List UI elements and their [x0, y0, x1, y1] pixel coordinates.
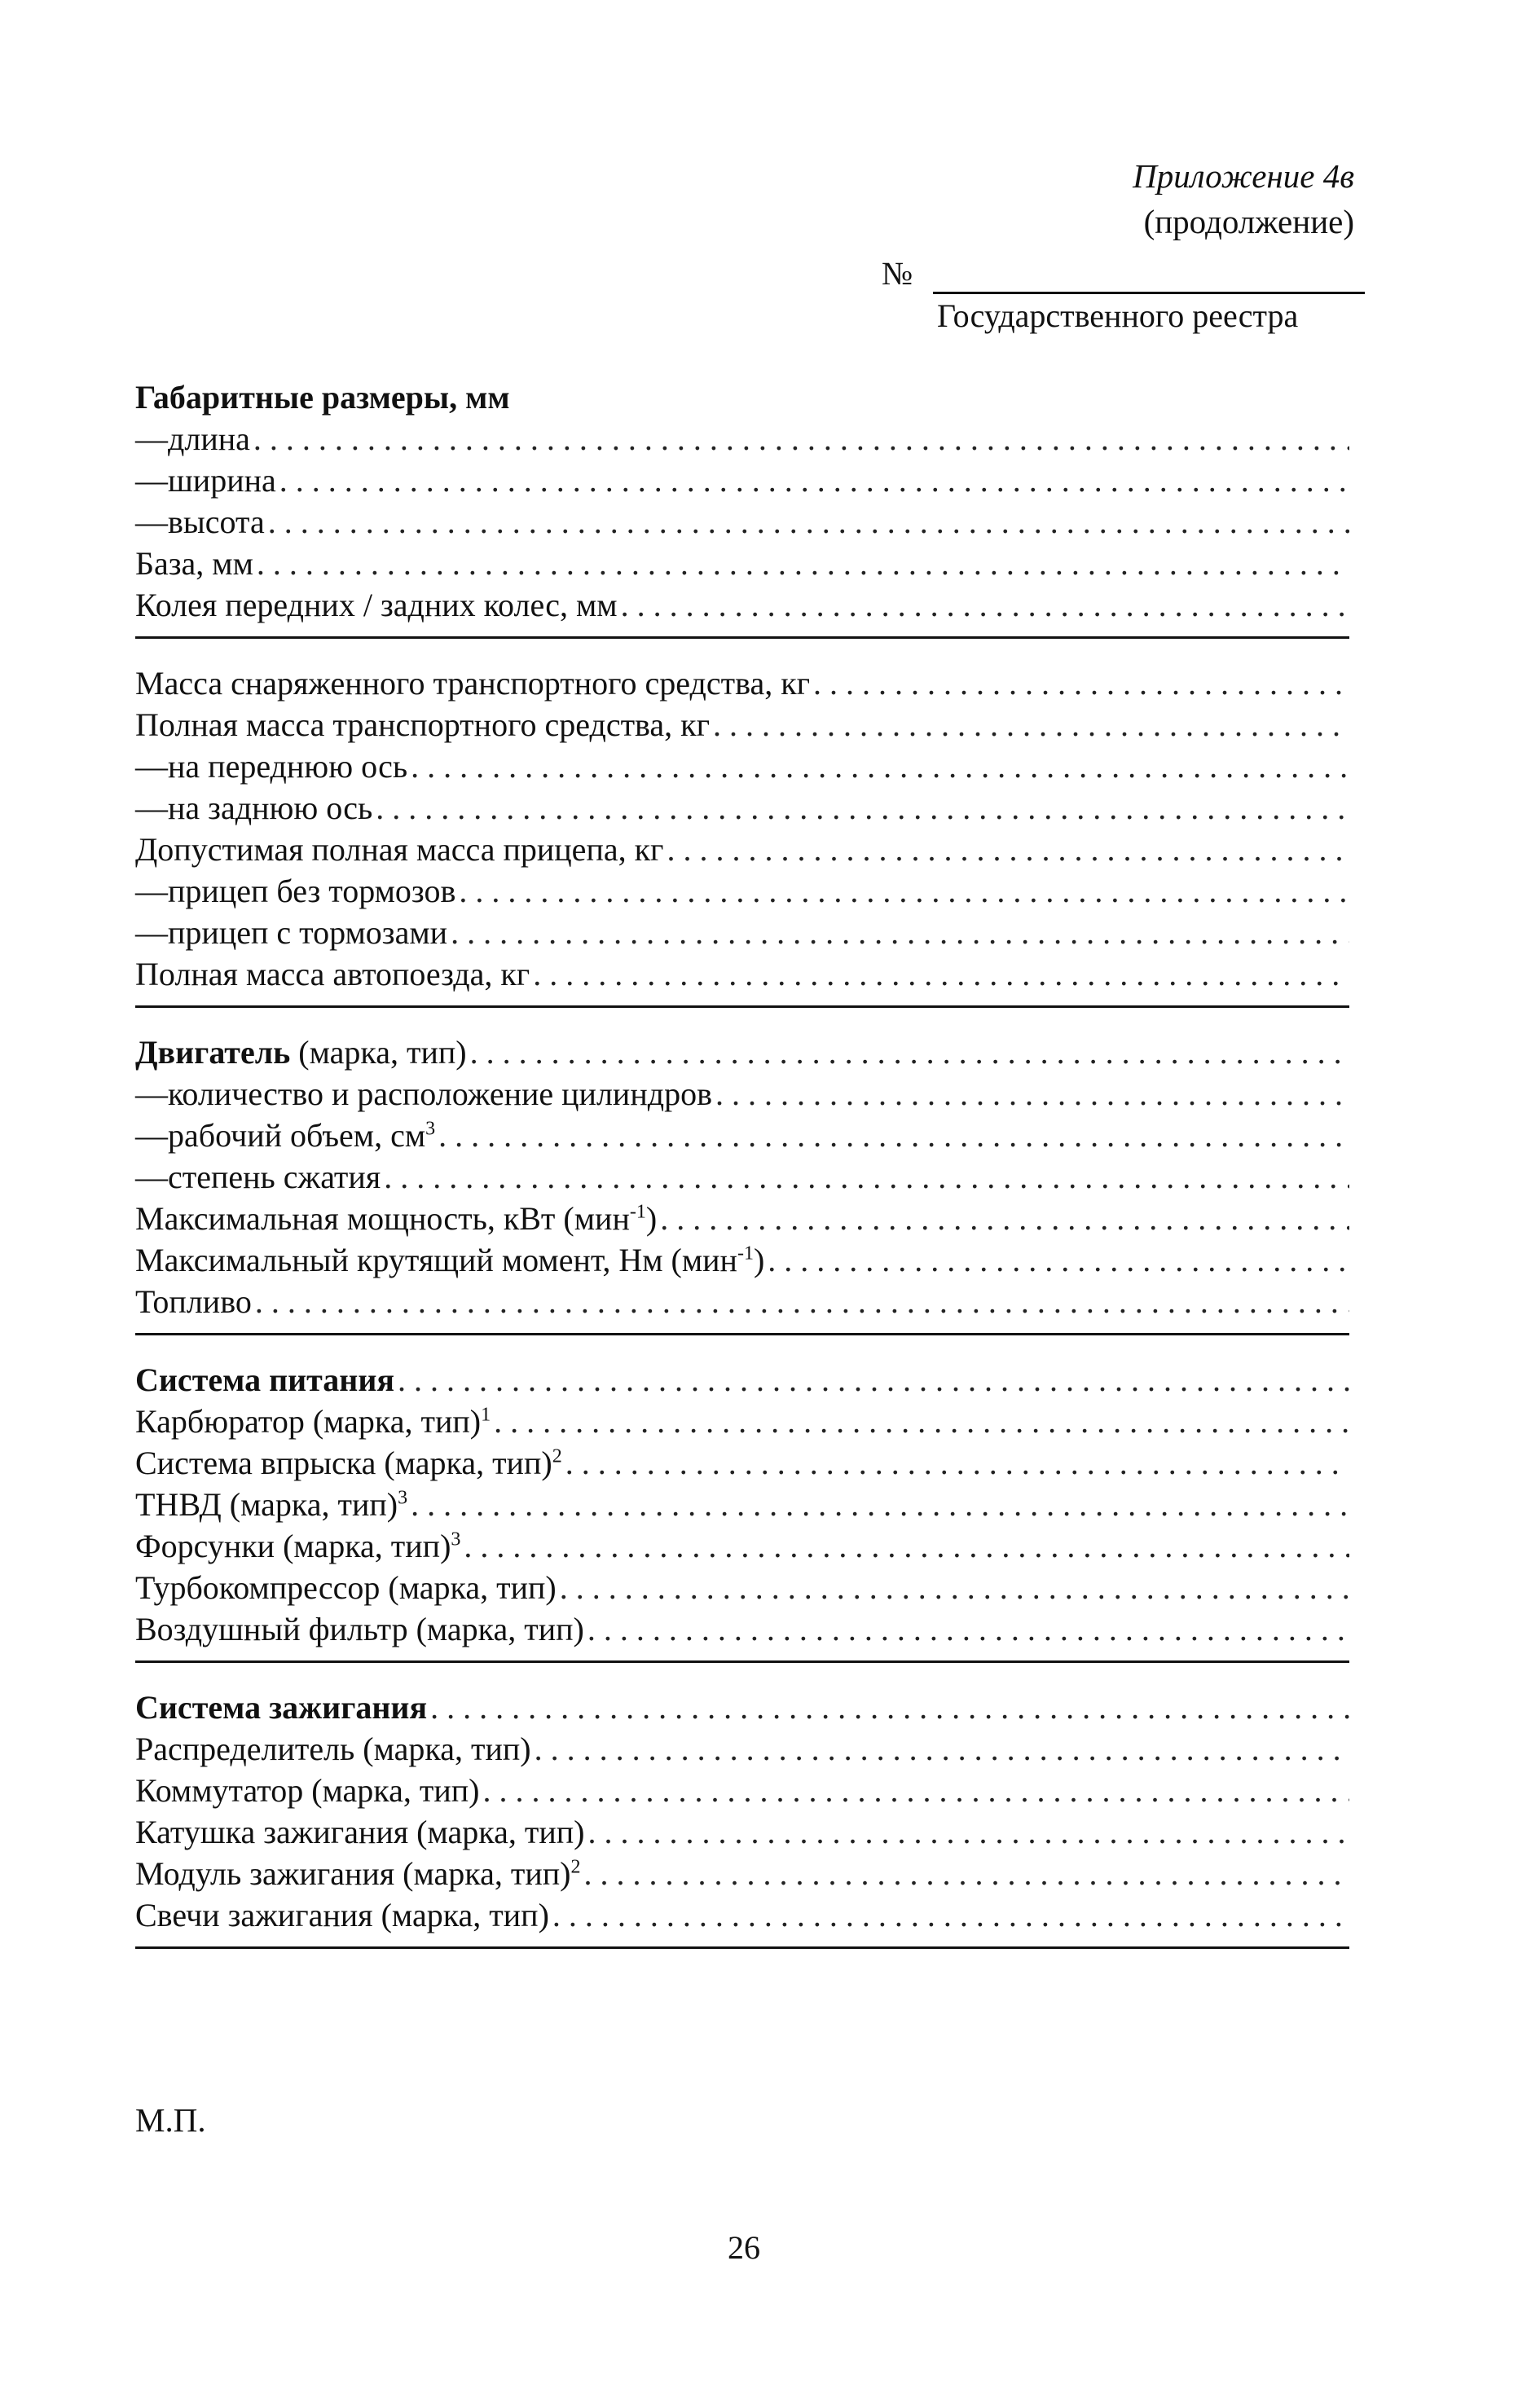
row-label [135, 1198, 657, 1239]
dot-leader-field[interactable] [667, 829, 1349, 870]
row-label [135, 1281, 252, 1322]
dot-leader-field[interactable] [587, 1608, 1349, 1650]
row-label-text: Полная масса автопоезда, кг [135, 956, 530, 992]
dot-leader-field[interactable] [535, 1728, 1349, 1770]
row-label [135, 1115, 435, 1156]
dot-leader-field[interactable] [430, 1687, 1349, 1728]
form-section [135, 376, 1349, 639]
appendix-title: Приложение 4в [1133, 157, 1354, 195]
row-label [135, 1239, 764, 1281]
section-divider [135, 1005, 1349, 1008]
row-label [135, 1853, 581, 1894]
form-row[interactable] [135, 1811, 1349, 1853]
row-label-text: Карбюратор (марка, тип) [135, 1403, 482, 1440]
row-label-text: Колея передних / задних колес, мм [135, 587, 618, 623]
form-row[interactable] [135, 912, 1349, 953]
form-row[interactable] [135, 584, 1349, 626]
form-row[interactable] [135, 1770, 1349, 1811]
footnote-marker: 2 [570, 1856, 581, 1878]
footnote-marker: 1 [481, 1404, 491, 1426]
dot-leader-field[interactable] [257, 543, 1349, 584]
dot-leader-field[interactable] [376, 787, 1349, 829]
form-row[interactable] [135, 501, 1349, 543]
dot-leader-field[interactable] [470, 1031, 1349, 1073]
page-number: 26 [728, 2229, 760, 2266]
form-section [135, 662, 1349, 1008]
row-label [135, 787, 372, 829]
form-row[interactable] [135, 1728, 1349, 1770]
dot-leader-field[interactable] [279, 460, 1349, 501]
footnote-marker: -1 [737, 1243, 754, 1265]
form-section [135, 1687, 1349, 1949]
dot-leader-field[interactable] [451, 912, 1349, 953]
form-row[interactable] [135, 543, 1349, 584]
row-label [135, 1031, 467, 1073]
form-row[interactable] [135, 787, 1349, 829]
form-row[interactable] [135, 1687, 1349, 1728]
form-row[interactable] [135, 418, 1349, 460]
row-label [135, 1811, 584, 1853]
row-label [135, 1567, 557, 1608]
row-label-text: Форсунки (марка, тип) [135, 1528, 451, 1564]
row-label [135, 1401, 491, 1442]
row-label [135, 1608, 584, 1650]
row-label [135, 1442, 562, 1484]
row-label-tail: ) [645, 1200, 658, 1237]
dot-leader-field[interactable] [384, 1156, 1349, 1198]
row-label-text: —прицеп с тормозами [135, 914, 448, 951]
form-row[interactable] [135, 460, 1349, 501]
form-row[interactable] [135, 704, 1349, 746]
row-label [135, 746, 407, 787]
row-label-text: —количество и расположение цилиндров [135, 1075, 712, 1112]
row-label-text: Модуль зажигания (марка, тип) [135, 1855, 571, 1892]
dot-leader-field[interactable] [459, 870, 1349, 912]
form-row[interactable] [135, 1156, 1349, 1198]
row-label-text: Коммутатор (марка, тип) [135, 1772, 480, 1809]
dot-leader-field[interactable] [715, 1073, 1349, 1115]
form-row[interactable] [135, 1073, 1349, 1115]
row-label [135, 1073, 712, 1115]
form-row[interactable] [135, 1281, 1349, 1322]
row-label [135, 460, 276, 501]
footnote-marker: 3 [398, 1487, 408, 1509]
section-divider [135, 1660, 1349, 1663]
row-label [135, 704, 710, 746]
dot-leader-field[interactable] [494, 1401, 1349, 1442]
row-label-text: —степень сжатия [135, 1159, 381, 1195]
form-row[interactable] [135, 1198, 1349, 1239]
form-row[interactable] [135, 870, 1349, 912]
dot-leader-field[interactable] [483, 1770, 1350, 1811]
row-label [135, 1156, 381, 1198]
row-label [135, 1359, 394, 1401]
row-label-text: —высота [135, 504, 265, 540]
dot-leader-field[interactable] [268, 501, 1349, 543]
row-label-text: Воздушный фильтр (марка, тип) [135, 1611, 584, 1647]
dot-leader-field[interactable] [438, 1115, 1349, 1156]
form-row[interactable] [135, 1853, 1349, 1894]
dot-leader-field[interactable] [584, 1853, 1350, 1894]
form-row[interactable] [135, 1239, 1349, 1281]
row-label-text: —рабочий объем, см [135, 1117, 426, 1154]
row-label-text: —прицеп без тормозов [135, 873, 456, 909]
section-divider [135, 1333, 1349, 1335]
row-label-text: Допустимая полная масса прицепа, кг [135, 831, 664, 868]
form-row[interactable] [135, 1442, 1349, 1484]
row-label-text: ТНВД (марка, тип) [135, 1486, 398, 1523]
row-label [135, 1728, 531, 1770]
section-divider [135, 1946, 1349, 1949]
dot-leader-field[interactable] [621, 584, 1349, 626]
form-section [135, 1359, 1349, 1663]
vehicle-spec-form [135, 376, 1349, 1973]
row-label-text: Масса снаряженного транспортного средства, кг [135, 665, 811, 702]
continuation-label: (продолжение) [1143, 203, 1354, 240]
row-label [135, 1687, 427, 1728]
form-row[interactable] [135, 1031, 1349, 1073]
dot-leader-field[interactable] [411, 746, 1349, 787]
form-row[interactable] [135, 662, 1349, 704]
row-label-text: Катушка зажигания (марка, тип) [135, 1814, 585, 1850]
row-label-text: Турбокомпрессор (марка, тип) [135, 1569, 557, 1606]
dot-leader-field[interactable] [565, 1442, 1349, 1484]
dot-leader-field[interactable] [398, 1359, 1349, 1401]
row-label-bold: Система зажигания [135, 1689, 428, 1726]
row-label-text: Распределитель (марка, тип) [135, 1731, 531, 1767]
dot-leader-field[interactable] [533, 953, 1349, 995]
row-label-text: —на заднюю ось [135, 790, 373, 826]
form-section [135, 1031, 1349, 1335]
row-label [135, 418, 250, 460]
footnote-marker: -1 [629, 1201, 646, 1223]
row-label-text: Максимальная мощность, кВт (мин [135, 1200, 630, 1237]
row-label-text: —длина [135, 420, 250, 457]
form-row[interactable] [135, 1359, 1349, 1401]
registry-number-field[interactable] [933, 292, 1365, 294]
row-label-text: Топливо [135, 1283, 252, 1320]
dot-leader-field[interactable] [587, 1811, 1349, 1853]
row-label [135, 662, 810, 704]
form-row[interactable] [135, 953, 1349, 995]
row-label-bold: Система питания [135, 1361, 395, 1398]
footnote-marker: 3 [451, 1528, 461, 1550]
row-label-text: (марка, тип) [290, 1034, 467, 1071]
dot-leader-field[interactable] [768, 1239, 1349, 1281]
row-label-text: База, мм [135, 545, 253, 582]
dot-leader-field[interactable] [713, 704, 1349, 746]
footnote-marker: 3 [425, 1118, 436, 1140]
section-title: Габаритные размеры, мм [135, 379, 510, 416]
form-row[interactable] [135, 1567, 1349, 1608]
row-label [135, 501, 265, 543]
section-divider [135, 636, 1349, 639]
form-row[interactable] [135, 746, 1349, 787]
row-label [135, 584, 618, 626]
row-label-text: Полная масса транспортного средства, кг [135, 706, 710, 743]
number-sign: № [882, 255, 913, 292]
dot-leader-field[interactable] [560, 1567, 1349, 1608]
row-label-text: Система впрыска (марка, тип) [135, 1445, 552, 1481]
row-label-bold: Двигатель [135, 1034, 291, 1071]
stamp-place-label: М.П. [135, 2101, 206, 2139]
row-label [135, 1894, 549, 1936]
form-row[interactable] [135, 1115, 1349, 1156]
dot-leader-field[interactable] [253, 418, 1349, 460]
form-row[interactable] [135, 829, 1349, 870]
registry-label: Государственного реестра [937, 297, 1299, 334]
row-label [135, 870, 455, 912]
row-label [135, 953, 530, 995]
form-sections [135, 376, 1349, 1949]
row-label [135, 829, 663, 870]
row-label [135, 1484, 407, 1525]
form-row[interactable] [135, 1484, 1349, 1525]
row-label [135, 1525, 460, 1567]
form-row[interactable] [135, 1894, 1349, 1936]
form-row[interactable] [135, 1608, 1349, 1650]
row-label-tail: ) [753, 1242, 765, 1278]
row-label-text: Максимальный крутящий момент, Нм (мин [135, 1242, 737, 1278]
dot-leader-field[interactable] [255, 1281, 1349, 1322]
row-label [135, 1770, 480, 1811]
row-label [135, 543, 253, 584]
dot-leader-field[interactable] [552, 1894, 1349, 1936]
dot-leader-field[interactable] [660, 1198, 1349, 1239]
dot-leader-field[interactable] [464, 1525, 1349, 1567]
form-row[interactable] [135, 1525, 1349, 1567]
row-label-text: —на переднюю ось [135, 748, 408, 785]
row-label [135, 912, 447, 953]
dot-leader-field[interactable] [813, 662, 1349, 704]
footnote-marker: 2 [552, 1445, 562, 1467]
dot-leader-field[interactable] [411, 1484, 1349, 1525]
form-row[interactable] [135, 1401, 1349, 1442]
row-label-text: —ширина [135, 462, 276, 499]
row-label-text: Свечи зажигания (марка, тип) [135, 1897, 549, 1933]
